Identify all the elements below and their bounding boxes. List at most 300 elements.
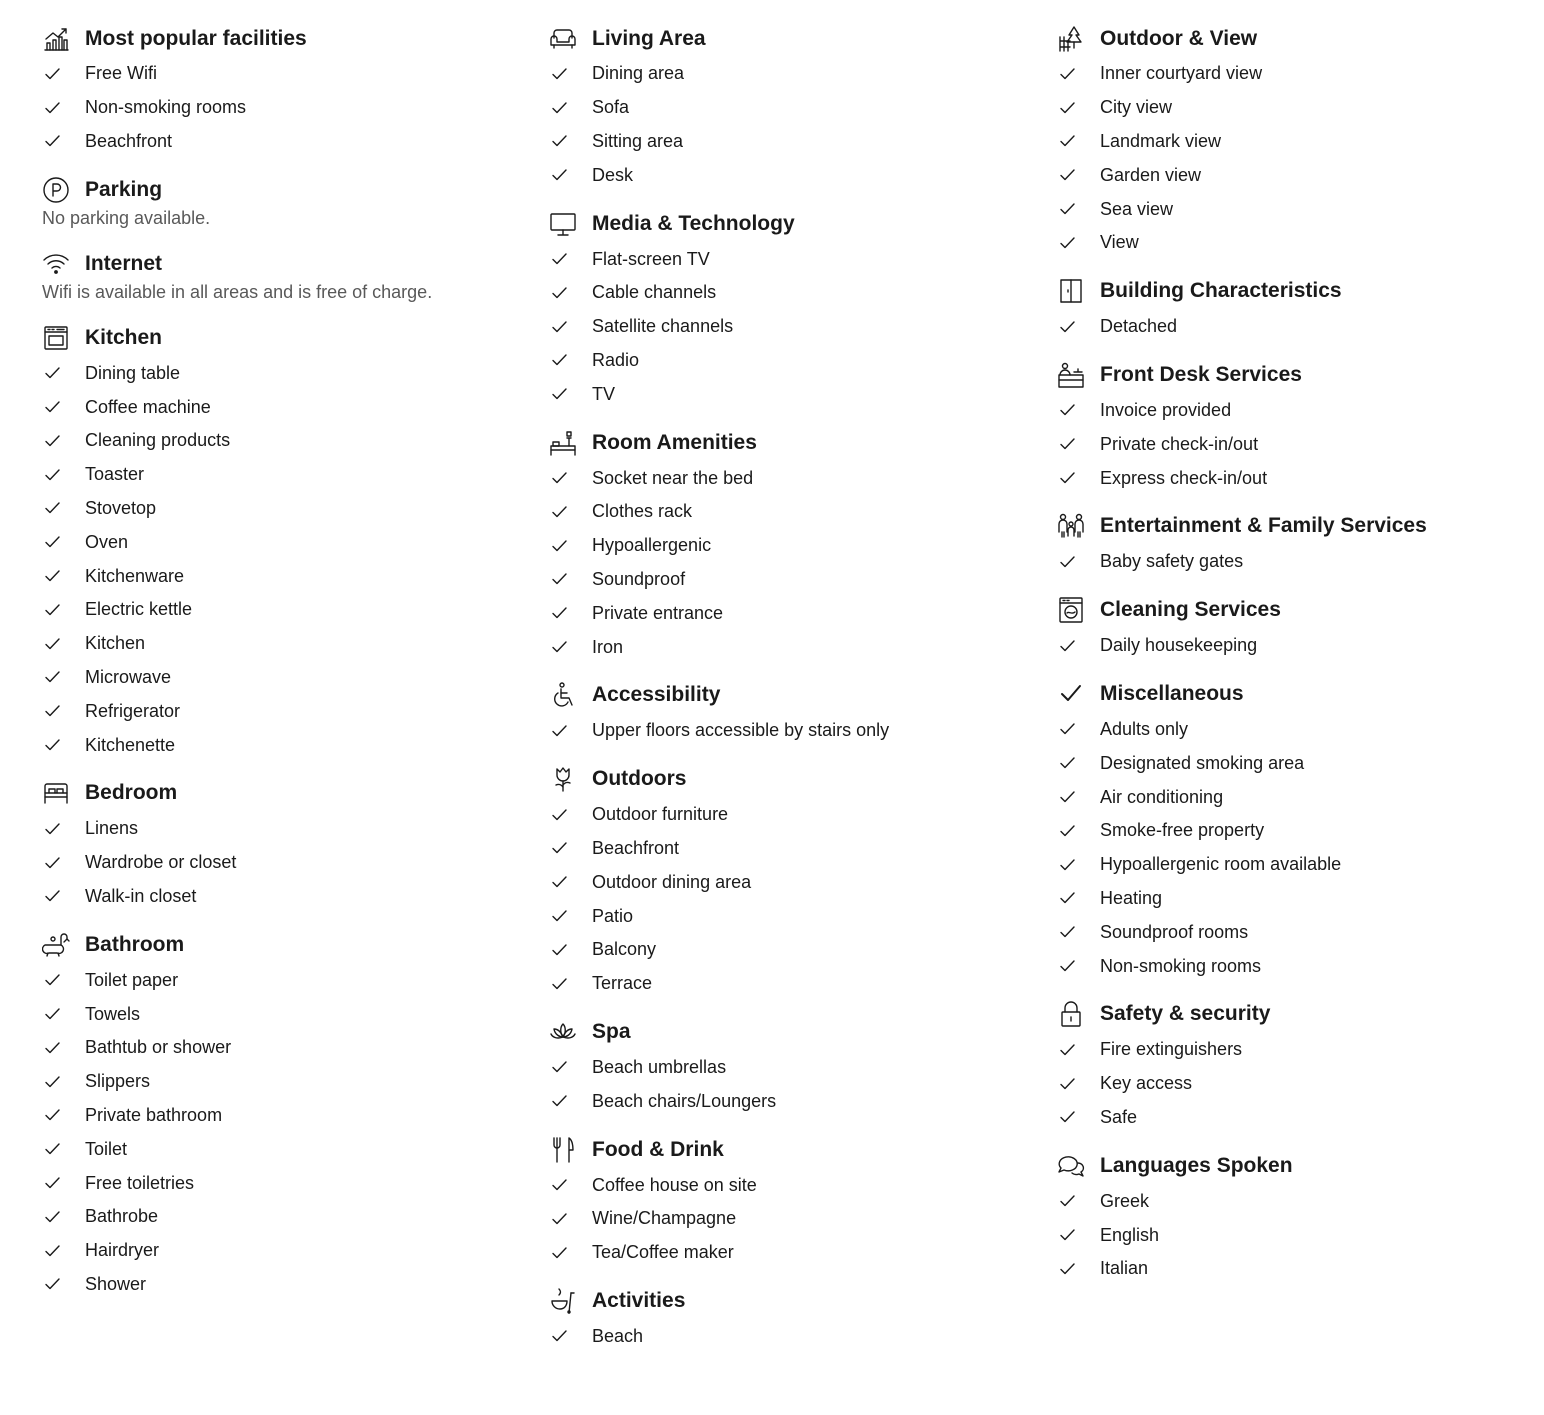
check-icon [42,431,85,451]
facility-item [1057,1101,1537,1135]
facility-item [1057,814,1537,848]
facility-item [42,525,522,559]
facility-label: Upper floors accessible by stairs only [592,720,890,741]
check-icon [1057,131,1100,151]
facility-list [549,242,1029,411]
speech-bubbles-icon [1057,1152,1085,1180]
reception-icon [1057,361,1085,389]
facility-item [1057,57,1537,91]
facility-item [549,798,1029,832]
facility-list [1057,713,1537,983]
facility-label: Oven [85,531,129,552]
check-icon [549,1209,592,1229]
check-icon [42,701,85,721]
facility-label: City view [1100,97,1173,118]
facility-label: Landmark view [1100,130,1222,151]
facility-label: Flat-screen TV [592,248,710,269]
facility-label: Free toiletries [85,1172,195,1193]
facility-list [1057,1033,1537,1134]
check-icon [42,532,85,552]
section-header [549,677,1029,714]
facility-list [549,1168,1029,1269]
facility-label: Soundproof rooms [1100,921,1249,942]
check-icon [549,805,592,825]
facility-label: Beach [592,1325,644,1346]
facility-item [549,276,1029,310]
facility-item [1057,780,1537,814]
facility-label: Refrigerator [85,700,181,721]
section-title: Bathroom [85,932,185,956]
facility-label: Beachfront [592,837,680,858]
check-icon [549,64,592,84]
section-description: No parking available. [42,208,211,229]
facility-list [549,714,1029,748]
section-title: Front Desk Services [1100,363,1302,387]
wheelchair-icon [549,681,577,709]
section-title: Media & Technology [592,211,795,235]
check-icon [1057,165,1100,185]
check-icon [549,283,592,303]
facility-label: Cleaning products [85,430,231,451]
facility-label: Italian [1100,1258,1149,1279]
facility-list [1057,394,1537,495]
facility-label: Dining area [592,63,685,84]
check-icon [1057,821,1100,841]
check-icon [42,1173,85,1193]
check-icon [42,1139,85,1159]
facility-label: Microwave [85,666,172,687]
section-header [549,1014,1029,1051]
facility-list [42,356,522,762]
section-activities [549,1283,1029,1354]
facility-item [549,1051,1029,1085]
facility-label: Outdoor dining area [592,871,752,892]
section-title: Outdoors [592,767,687,791]
check-icon [1057,1107,1100,1127]
facility-list [549,1320,1029,1354]
facility-label: Kitchenware [85,565,185,586]
facility-item [549,1236,1029,1270]
facility-item [549,563,1029,597]
facility-item [1057,461,1537,495]
facility-label: Smoke-free property [1100,820,1265,841]
facility-list [42,57,522,158]
facility-item [1057,1184,1537,1218]
facility-label: Coffee house on site [592,1174,757,1195]
section-accessibility [549,677,1029,748]
section-cleaning-services [1057,592,1537,663]
facility-label: Electric kettle [85,599,193,620]
cutlery-icon [549,1136,577,1164]
check-icon [549,603,592,623]
check-icon [549,838,592,858]
facility-label: Hypoallergenic room available [1100,854,1342,875]
facility-label: Stovetop [85,497,157,518]
check-icon [1057,1040,1100,1060]
facility-item [42,1234,522,1268]
facility-label: Outdoor furniture [592,804,729,825]
facility-label: Bathtub or shower [85,1037,232,1058]
check-icon [42,735,85,755]
facility-label: Balcony [592,939,657,960]
section-header [549,424,1029,461]
facility-item [42,812,522,846]
check-icon [42,465,85,485]
check-icon [1057,317,1100,337]
facility-label: Sea view [1100,198,1174,219]
facility-label: Beach umbrellas [592,1056,727,1077]
facility-label: Cable channels [592,282,717,303]
facility-item [1057,949,1537,983]
check-icon [1057,233,1100,253]
check-icon [42,363,85,383]
facility-item [549,1320,1029,1354]
check-icon [1057,956,1100,976]
facility-label: Toilet [85,1138,128,1159]
facility-label: Hypoallergenic [592,535,712,556]
section-title: Languages Spoken [1100,1153,1293,1177]
check-icon [1057,888,1100,908]
facility-item [549,529,1029,563]
facility-label: Express check-in/out [1100,467,1268,488]
check-icon [42,1274,85,1294]
section-media-and-technology [549,205,1029,411]
facility-item [549,461,1029,495]
check-icon [42,1241,85,1261]
section-internet [42,245,522,306]
section-header [42,775,522,812]
facility-item [549,57,1029,91]
facility-item [1057,1067,1537,1101]
bed-icon [42,779,70,807]
facility-item [549,933,1029,967]
section-header [42,245,522,282]
facility-label: Adults only [1100,718,1189,739]
facility-item [42,125,522,159]
section-description: Wifi is available in all areas and is free of charge. [42,282,433,303]
section-entertainment-and-family-services [1057,508,1537,579]
section-header [42,20,522,57]
check-icon [549,317,592,337]
check-icon [42,667,85,687]
facility-label: Invoice provided [1100,399,1232,420]
section-title: Activities [592,1289,686,1313]
facility-item [549,377,1029,411]
facility-item [42,728,522,762]
facility-item [549,1168,1029,1202]
facility-item [42,963,522,997]
facility-label: Clothes rack [592,501,693,522]
facility-item [1057,545,1537,579]
section-safety-and-security [1057,996,1537,1134]
lotus-icon [549,1018,577,1046]
facility-item [1057,713,1537,747]
facility-item [42,1099,522,1133]
facility-label: Beach chairs/Loungers [592,1090,777,1111]
section-title: Internet [85,251,163,275]
section-title: Kitchen [85,325,163,349]
facility-label: Fire extinguishers [1100,1039,1243,1060]
check-icon [42,566,85,586]
chart-icon [42,25,70,53]
facility-item [549,310,1029,344]
section-kitchen [42,319,522,762]
facility-label: Beachfront [85,130,173,151]
check-icon [1057,64,1100,84]
bath-icon [42,931,70,959]
facility-label: Shower [85,1273,147,1294]
section-header [42,319,522,356]
parking-icon [42,176,70,204]
facility-label: Non-smoking rooms [85,97,247,118]
section-title: Spa [592,1020,631,1044]
facility-item [1057,848,1537,882]
washing-machine-icon [1057,596,1085,624]
section-room-amenities [549,424,1029,664]
check-icon [549,872,592,892]
section-header [549,761,1029,798]
facility-list [1057,310,1537,344]
facility-item [1057,125,1537,159]
facility-item [42,356,522,390]
check-icon [42,131,85,151]
section-title: Living Area [592,26,706,50]
facility-label: Kitchen [85,633,146,654]
section-title: Outdoor & View [1100,26,1258,50]
section-most-popular-facilities [42,20,522,158]
check-icon [549,637,592,657]
facility-item [549,344,1029,378]
facility-item [42,492,522,526]
facility-label: Greek [1100,1190,1150,1211]
facility-item [1057,1033,1537,1067]
check-icon [1057,1191,1100,1211]
facility-item [549,832,1029,866]
section-header [1057,508,1537,545]
check-icon [549,940,592,960]
check-icon [1057,434,1100,454]
facility-item [42,661,522,695]
section-building-characteristics [1057,273,1537,344]
section-outdoors [549,761,1029,1001]
facility-label: Non-smoking rooms [1100,955,1262,976]
facility-label: Inner courtyard view [1100,63,1263,84]
facility-item [42,1166,522,1200]
facility-item [1057,310,1537,344]
facility-label: Garden view [1100,164,1202,185]
check-icon [549,98,592,118]
check-icon [42,397,85,417]
facility-label: Sofa [592,97,630,118]
section-title: Entertainment & Family Services [1100,514,1427,538]
section-title: Food & Drink [592,1137,724,1161]
section-header [1057,676,1537,713]
facility-item [549,714,1029,748]
facility-item [1057,158,1537,192]
check-icon [549,1243,592,1263]
check-icon [549,1326,592,1346]
facility-label: Sitting area [592,130,684,151]
facility-list [549,1051,1029,1119]
facility-label: Kitchenette [85,734,176,755]
check-icon [1057,922,1100,942]
facility-list [1057,57,1537,260]
section-title: Most popular facilities [85,26,307,50]
facility-item [42,1268,522,1302]
facility-label: Hairdryer [85,1240,160,1261]
check-icon [1057,787,1100,807]
check-icon [1057,199,1100,219]
section-bedroom [42,775,522,913]
check-icon [1057,636,1100,656]
check-icon [1057,1225,1100,1245]
facility-label: English [1100,1224,1160,1245]
facility-item [42,91,522,125]
facility-item [42,390,522,424]
monitor-icon [549,210,577,238]
section-languages-spoken [1057,1147,1537,1285]
check-icon [1057,855,1100,875]
facility-item [549,899,1029,933]
facility-item [42,559,522,593]
check-icon [549,536,592,556]
facility-item [42,57,522,91]
facility-item [42,1065,522,1099]
facility-label: Free Wifi [85,63,157,84]
section-title: Room Amenities [592,430,757,454]
section-title: Accessibility [592,683,721,707]
flower-icon [549,765,577,793]
tree-fence-icon [1057,25,1085,53]
check-icon [1057,552,1100,572]
check-icon [549,1091,592,1111]
facility-label: Linens [85,818,139,839]
check-icon [549,1057,592,1077]
facility-label: Detached [1100,316,1178,337]
facility-item [1057,1218,1537,1252]
check-icon [549,384,592,404]
facility-label: Designated smoking area [1100,752,1305,773]
check-icon [42,886,85,906]
facility-label: Tea/Coffee maker [592,1242,734,1263]
check-icon [1057,400,1100,420]
facility-list [1057,545,1537,579]
check-icon [1057,468,1100,488]
check-icon [549,906,592,926]
facility-item [1057,915,1537,949]
facility-label: Heating [1100,887,1163,908]
section-header [1057,996,1537,1033]
section-miscellaneous [1057,676,1537,983]
room-icon [549,429,577,457]
facility-label: Private check-in/out [1100,433,1259,454]
activities-icon [549,1287,577,1315]
facility-item [549,630,1029,664]
facility-item [549,158,1029,192]
facility-list [42,812,522,913]
facility-item [1057,1252,1537,1286]
check-icon [549,721,592,741]
facility-item [42,424,522,458]
facility-item [42,997,522,1031]
facility-label: Slippers [85,1071,151,1092]
check-icon [42,1038,85,1058]
section-title: Cleaning Services [1100,598,1281,622]
facility-list [1057,1184,1537,1285]
check-icon [42,853,85,873]
facility-list [42,963,522,1301]
facility-item [42,694,522,728]
facility-label: Private bathroom [85,1104,223,1125]
section-bathroom [42,926,522,1301]
section-title: Building Characteristics [1100,279,1342,303]
facility-list [549,57,1029,192]
facility-label: Walk-in closet [85,885,197,906]
facility-label: Bathrobe [85,1206,159,1227]
facility-label: Towels [85,1003,141,1024]
facility-item [42,593,522,627]
section-header [549,205,1029,242]
check-icon [42,98,85,118]
facility-item [549,1202,1029,1236]
facility-item [42,1031,522,1065]
check-icon [549,502,592,522]
facility-item [549,1084,1029,1118]
check-icon [42,1072,85,1092]
check-icon [549,974,592,994]
facility-item [1057,629,1537,663]
facility-label: View [1100,232,1139,253]
checkmark-icon [1057,680,1085,708]
facility-label: Dining table [85,362,181,383]
facility-label: Wine/Champagne [592,1208,737,1229]
facility-label: Private entrance [592,602,724,623]
facility-label: Safe [1100,1106,1138,1127]
facility-item [1057,427,1537,461]
check-icon [549,569,592,589]
check-icon [549,350,592,370]
check-icon [1057,1074,1100,1094]
facility-item [549,125,1029,159]
section-header [549,20,1029,57]
check-icon [1057,719,1100,739]
section-outdoor-and-view [1057,20,1537,260]
facility-item [1057,226,1537,260]
check-icon [42,1207,85,1227]
sofa-icon [549,25,577,53]
facility-label: Desk [592,164,634,185]
check-icon [42,970,85,990]
check-icon [42,498,85,518]
facility-item [1057,91,1537,125]
section-food-and-drink [549,1131,1029,1269]
check-icon [549,1175,592,1195]
facility-label: Key access [1100,1073,1193,1094]
facility-label: Iron [592,636,624,657]
section-title: Miscellaneous [1100,682,1244,706]
check-icon [42,64,85,84]
family-icon [1057,512,1085,540]
facility-label: Toaster [85,464,145,485]
facility-label: Satellite channels [592,316,734,337]
facility-item [42,458,522,492]
facilities-column-3 [1057,20,1537,1299]
section-header [1057,357,1537,394]
facility-item [549,865,1029,899]
facility-item [1057,746,1537,780]
section-front-desk-services [1057,357,1537,495]
check-icon [42,819,85,839]
